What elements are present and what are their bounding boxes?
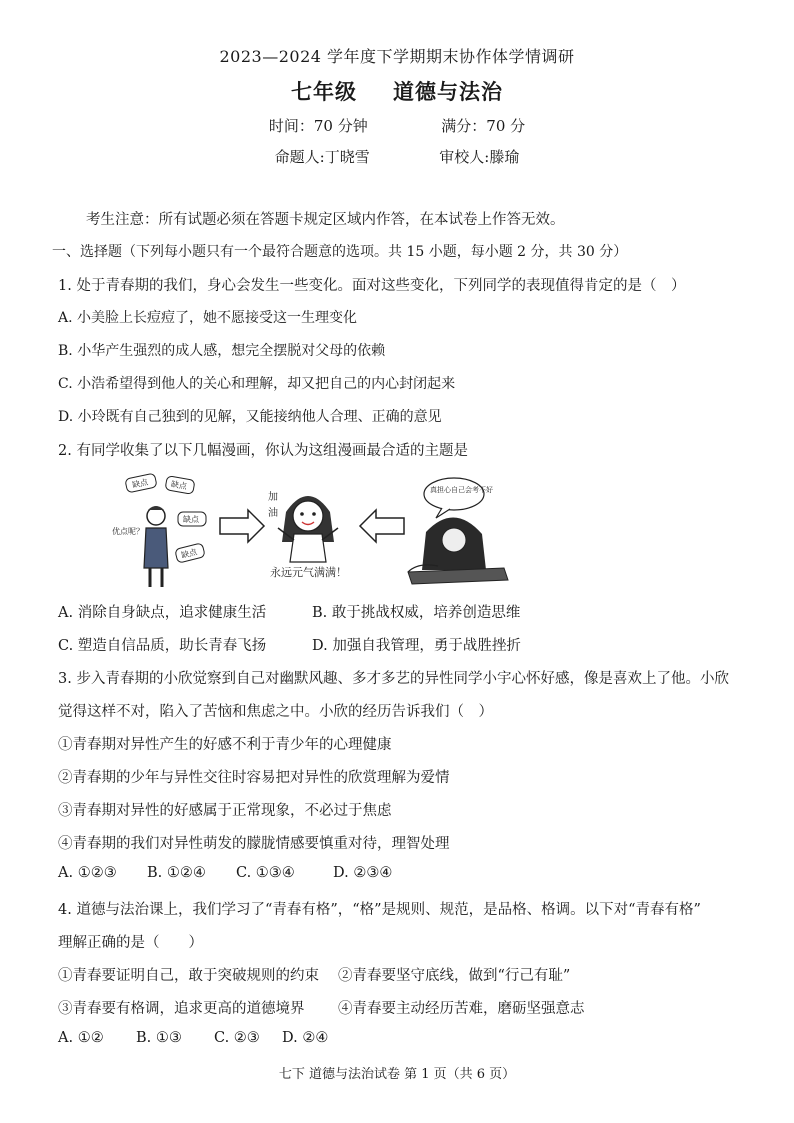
q3-statement-4: ④青春期的我们对异性萌发的朦胧情感要慎重对待，理智处理 <box>58 836 450 852</box>
comic-panel-left <box>112 473 206 587</box>
comic-panel-middle <box>268 490 347 579</box>
q4-statement-2: ②青春要坚守底线，做到“行己有耻” <box>338 968 571 984</box>
comic-bubble-1: 缺点 <box>131 477 149 490</box>
comic-bubble-3: 缺点 <box>183 515 199 524</box>
q3-option-d: D. ②③④ <box>333 865 393 881</box>
section-title: 一、选择题（下列每小题只有一个最符合题意的选项。共 15 小题，每小题 2 分，共 30 分） <box>52 244 628 260</box>
q3-option-a: A. ①②③ <box>58 865 117 881</box>
author-info: 命题人:丁晓雪 <box>274 148 370 166</box>
girl-figure <box>278 496 338 562</box>
comic-right-bubble: 真担心自己会考不好 <box>430 486 493 494</box>
q2-option-c: C. 塑造自信品质，助长青春飞扬 <box>58 638 267 654</box>
time-info: 时间：70 分钟 <box>268 117 368 135</box>
score-info: 满分：70 分 <box>441 117 526 135</box>
comic-cheer-right: 油 <box>268 508 278 519</box>
q1-option-a: A. 小美脸上长痘痘了，她不愿接受这一生理变化 <box>58 310 358 326</box>
q2-option-b: B. 敢于挑战权威，培养创造思维 <box>312 605 521 621</box>
q2-option-d: D. 加强自我管理，勇于战胜挫折 <box>312 638 521 654</box>
reviewer-info: 审校人:滕瑜 <box>439 148 520 166</box>
time-score-row <box>0 115 794 136</box>
comic-bubble-4: 缺点 <box>180 547 199 561</box>
page-footer: 七下 道德与法治试卷 第 1 页（共 6 页） <box>278 1067 516 1082</box>
comic-strip <box>108 472 578 592</box>
q4-option-d: D. ②④ <box>282 1030 329 1046</box>
man-figure <box>144 506 168 587</box>
q2-options-row2 <box>58 634 748 655</box>
q3-statement-1: ①青春期对异性产生的好感不利于青少年的心理健康 <box>58 737 392 753</box>
q1-option-d: D. 小玲既有自己独到的见解，又能接纳他人合理、正确的意见 <box>58 409 442 425</box>
q3-statement-3: ③青春期对异性的好感属于正常现象，不必过于焦虑 <box>58 803 392 819</box>
q4-stem-line1: 4. 道德与法治课上，我们学习了“青春有格”，“格”是规则、规范，是品格、格调。以下对“青春有格” <box>58 902 701 918</box>
q4-statement-1: ①青春要证明自己，敢于突破规则的约束 <box>58 968 319 984</box>
arrow-right-icon <box>220 510 264 542</box>
q1-option-b: B. 小华产生强烈的成人感，想完全摆脱对父母的依赖 <box>58 343 386 359</box>
q1-option-c: C. 小浩希望得到他人的关心和理解，却又把自己的内心封闭起来 <box>58 376 456 392</box>
exam-notice: 考生注意：所有试题必须在答题卡规定区域内作答，在本试卷上作答无效。 <box>86 212 565 228</box>
q4-statements-row1 <box>58 964 748 985</box>
comic-left-label: 优点呢？ <box>112 527 144 536</box>
exam-title: 2023—2024 学年度下学期期末协作体学情调研 <box>219 47 575 66</box>
q3-option-c: C. ①③④ <box>236 865 295 881</box>
q4-option-c: C. ②③ <box>214 1030 260 1046</box>
q4-statement-4: ④青春要主动经历苦难，磨砺坚强意志 <box>338 1001 585 1017</box>
subject-label: 道德与法治 <box>393 79 503 104</box>
q4-options-row <box>58 1030 748 1046</box>
q3-stem-line1: 3. 步入青春期的小欣觉察到自己对幽默风趣、多才多艺的异性同学小宇心怀好感，像是喜欢上了他。小欣 <box>58 671 729 687</box>
q4-statements-row2 <box>58 997 748 1018</box>
worried-girl-figure <box>408 517 508 584</box>
q2-options-row1 <box>58 601 748 622</box>
arrow-left-icon <box>360 510 404 542</box>
q4-statement-3: ③青春要有格调，追求更高的道德境界 <box>58 1001 305 1017</box>
q3-option-b: B. ①②④ <box>147 865 206 881</box>
comic-middle-caption: 永远元气满满！ <box>270 566 347 579</box>
q3-stem-line2: 觉得这样不对，陷入了苦恼和焦虑之中。小欣的经历告诉我们（ ） <box>58 704 493 720</box>
grade-subject-heading <box>0 76 794 106</box>
q4-option-b: B. ①③ <box>136 1030 182 1046</box>
comic-bubble-2: 缺点 <box>170 479 188 492</box>
q3-options-row <box>58 865 748 881</box>
q2-option-a: A. 消除自身缺点，追求健康生活 <box>58 605 267 621</box>
q3-statement-2: ②青春期的少年与异性交往时容易把对异性的欣赏理解为爱情 <box>58 770 450 786</box>
q1-stem: 1. 处于青春期的我们，身心会发生一些变化。面对这些变化，下列同学的表现值得肯定的是（ ） <box>58 278 686 294</box>
q2-stem: 2. 有同学收集了以下几幅漫画，你认为这组漫画最合适的主题是 <box>58 443 468 459</box>
q4-stem-line2: 理解正确的是（ ） <box>58 935 203 951</box>
comic-panel-right <box>408 478 508 584</box>
comic-cheer-left: 加 <box>268 492 278 503</box>
q4-option-a: A. ①② <box>58 1030 104 1046</box>
author-row <box>0 146 794 167</box>
grade-label: 七年级 <box>291 79 357 104</box>
